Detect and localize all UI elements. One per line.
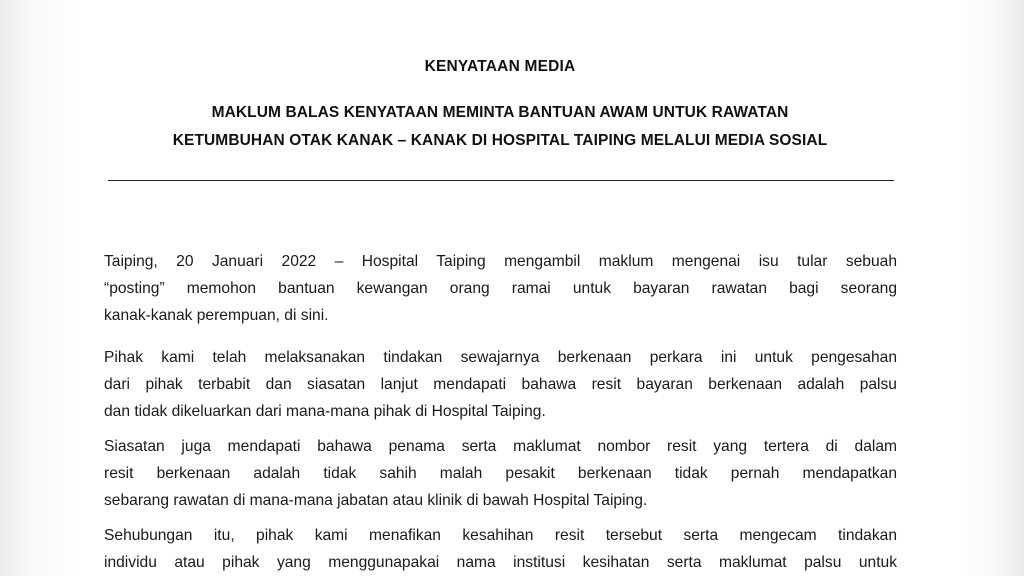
paragraph-line: dari pihak terbabit dan siasatan lanjut mendapati bahawa resit bayaran berkenaan adalah palsu — [104, 376, 897, 393]
paragraph-line: resit berkenaan adalah tidak sahih malah pesakit berkenaan tidak pernah mendapatkan — [104, 465, 897, 482]
document-subtitle — [0, 99, 1000, 155]
paragraph-4 — [104, 522, 897, 576]
paragraph-line: Taiping, 20 Januari 2022 – Hospital Taiping mengambil maklum mengenai isu tular sebuah — [104, 253, 897, 270]
paragraph-line: Siasatan juga mendapati bahawa penama serta maklumat nombor resit yang tertera di dalam — [104, 438, 897, 455]
subtitle-line: MAKLUM BALAS KENYATAAN MEMINTA BANTUAN AWAM UNTUK RAWATAN — [211, 104, 789, 121]
paragraph-line: sebarang rawatan di mana-mana jabatan atau klinik di bawah Hospital Taiping. — [104, 492, 648, 509]
paragraph-line: individu atau pihak yang menggunapakai nama institusi kesihatan serta maklumat palsu untuk — [104, 554, 897, 571]
document-title: KENYATAAN MEDIA — [424, 58, 576, 75]
paragraph-line: dan tidak dikeluarkan dari mana-mana pihak di Hospital Taiping. — [104, 403, 546, 420]
title-divider — [108, 180, 894, 181]
subtitle-line: KETUMBUHAN OTAK KANAK – KANAK DI HOSPITAL TAIPING MELALUI MEDIA SOSIAL — [172, 132, 828, 149]
paragraph-3 — [104, 433, 897, 514]
paragraph-line: Pihak kami telah melaksanakan tindakan sewajarnya berkenaan perkara ini untuk pengesahan — [104, 349, 897, 366]
paragraph-line: Sehubungan itu, pihak kami menafikan kesahihan resit tersebut serta mengecam tindakan — [104, 527, 897, 544]
paragraph-line: kanak-kanak perempuan, di sini. — [104, 307, 329, 324]
paragraph-1 — [104, 248, 897, 329]
paragraph-line: “posting” memohon bantuan kewangan orang ramai untuk bayaran rawatan bagi seorang — [104, 280, 897, 297]
paragraph-2 — [104, 344, 897, 425]
